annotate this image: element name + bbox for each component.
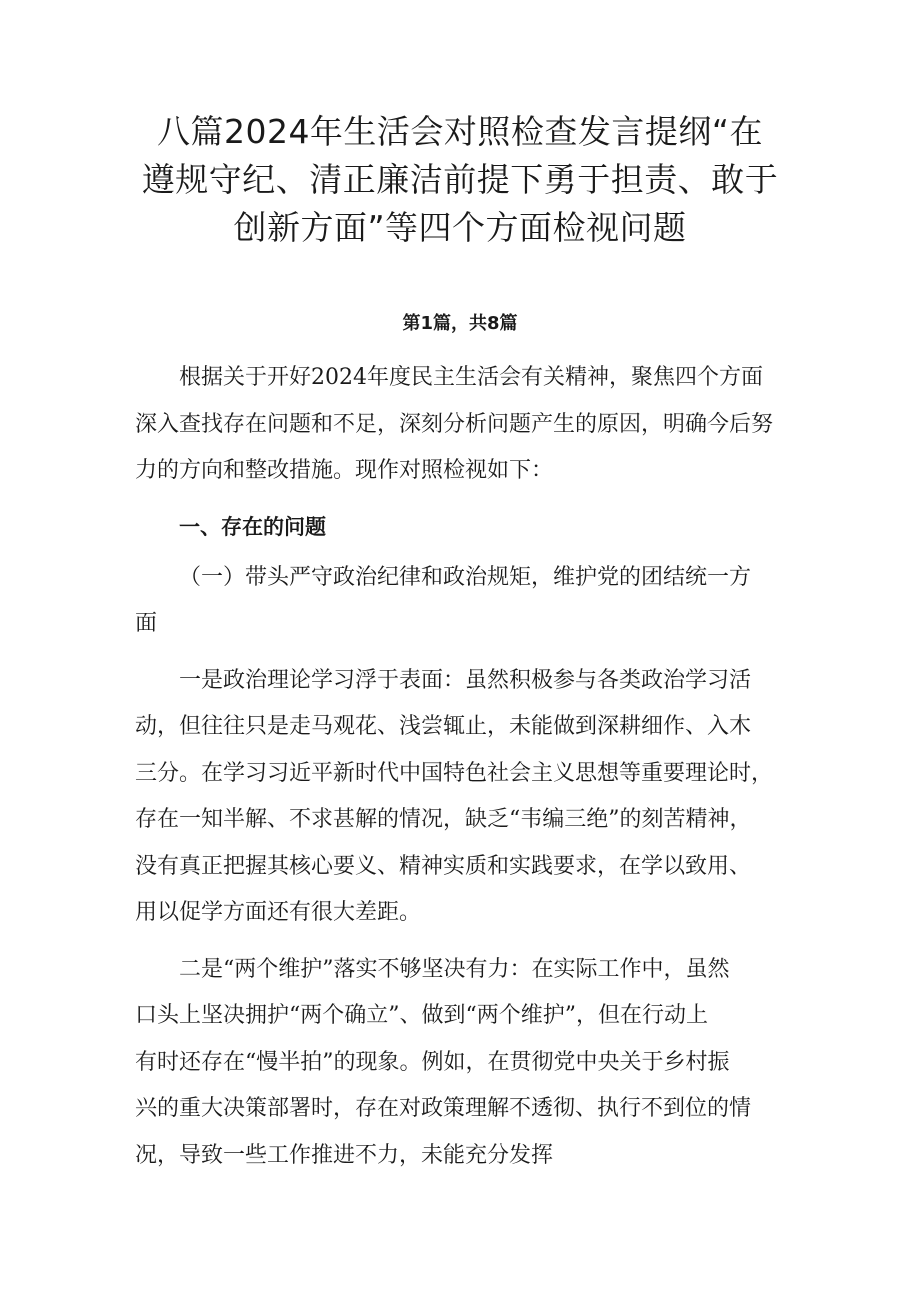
text-line: 口头上坚决拥护“两个确立”、做到“两个维护”，但在行动上: [135, 1003, 708, 1028]
text-line: 力的方向和整改措施。现作对照检视如下：: [135, 458, 554, 483]
text-line: （一）带头严守政治纪律和政治规矩，维护党的团结统一方: [179, 564, 752, 590]
text-line: 一是政治理论学习浮于表面：虽然积极参与各类政治学习活: [179, 667, 752, 693]
text-line: 用以促学方面还有很大差距。: [135, 900, 422, 925]
text-line: 面: [135, 611, 158, 636]
text-line: 动，但往往只是走马观花、浅尝辄止，未能做到深耕细作、入木: [135, 714, 752, 739]
title-line: 创新方面”等四个方面检视问题: [233, 208, 687, 247]
text-line: 深入查找存在问题和不足，深刻分析问题产生的原因，明确今后努: [135, 411, 774, 437]
intro-paragraph: [135, 355, 795, 495]
text-line: 况，导致一些工作推进不力，未能充分发挥: [135, 1142, 554, 1168]
text-line: 存在一知半解、不求甚解的情况，缺乏“韦编三绝”的刻苦精神，: [135, 807, 752, 832]
text-line: 没有真正把握其核心要义、精神实质和实践要求，在学以致用、: [135, 853, 752, 879]
document-title: [120, 108, 800, 252]
document-subtitle: 第1篇，共8篇: [402, 313, 518, 334]
document-body: [135, 355, 795, 1189]
title-line: 遵规守纪、清正廉洁前提下勇于担责、敢于: [141, 160, 779, 199]
text-line: 二是“两个维护”落实不够坚决有力：在实际工作中，虽然: [179, 956, 730, 982]
text-line: 兴的重大决策部署时，存在对政策理解不透彻、执行不到位的情: [135, 1096, 752, 1121]
text-line: 有时还存在“慢半拍”的现象。例如，在贯彻党中央关于乡村振: [135, 1049, 730, 1075]
title-line: 八篇2024年生活会对照检查发言提纲“在: [156, 112, 764, 151]
issue-paragraph-1: [135, 658, 795, 937]
text-line: 根据关于开好2024年度民主生活会有关精神，聚焦四个方面: [179, 365, 763, 390]
text-line: 三分。在学习习近平新时代中国特色社会主义思想等重要理论时，: [135, 760, 774, 786]
subsection-heading: [135, 555, 795, 648]
section-heading: 一、存在的问题: [179, 514, 326, 539]
issue-paragraph-2: [135, 947, 795, 1180]
